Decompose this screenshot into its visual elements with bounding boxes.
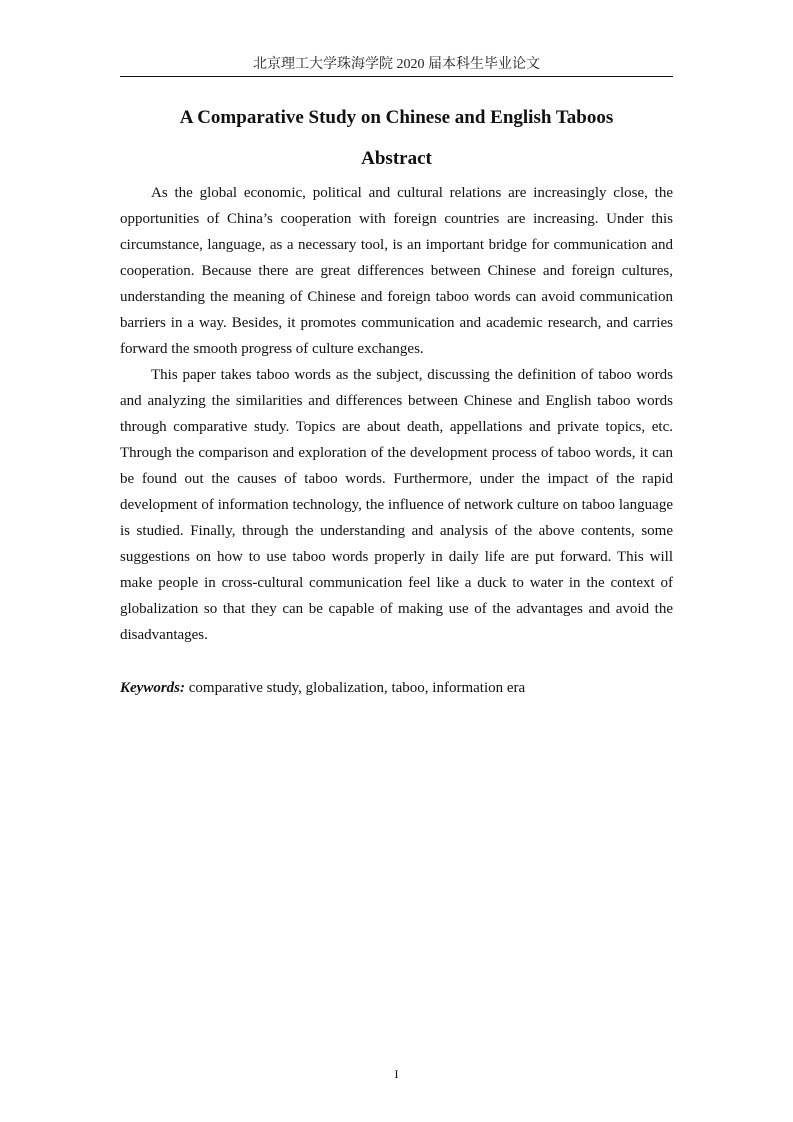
keywords-line bbox=[120, 675, 673, 701]
abstract-paragraph-2: This paper takes taboo words as the subject, discussing the definition of taboo words and analyzing the similarities and differences between Chinese and English taboo words through comparative study. Topics are about death, appellations and private topics, etc. Through the comparison and exploration of the development process of taboo words, it can be found out the causes of taboo words. Furthermore, under the impact of the rapid development of information technology, the influence of network culture on taboo language is studied. Finally, through the understanding and analysis of the above contents, some suggestions on how to use taboo words properly in daily life are put forward. This will make people in cross-cultural communication feel like a duck to water in the context of globalization so that they can be capable of making use of the advantages and avoid the disadvantages. bbox=[120, 367, 673, 643]
page-number: I bbox=[394, 1067, 399, 1081]
keywords-text: comparative study, globalization, taboo, information era bbox=[188, 680, 526, 696]
abstract-heading: Abstract bbox=[361, 148, 432, 169]
header-rule bbox=[120, 76, 673, 77]
paper-title: A Comparative Study on Chinese and English Taboos bbox=[179, 107, 614, 128]
abstract-body bbox=[120, 180, 673, 648]
running-header: 北京理工大学珠海学院 2020 届本科生毕业论文 bbox=[253, 57, 540, 72]
abstract-paragraph-1: As the global economic, political and cultural relations are increasingly close, the opportunities of China’s cooperation with foreign countries are increasing. Under this circumstance, language, as a necessary tool, is an important bridge for communication and cooperation. Because there are great differences between Chinese and foreign cultures, understanding the meaning of Chinese and foreign taboo words can avoid communication barriers in a way. Besides, it promotes communication and academic research, and carries forward the smooth progress of culture exchanges. bbox=[120, 185, 673, 357]
keywords-label: Keywords: bbox=[120, 680, 185, 696]
